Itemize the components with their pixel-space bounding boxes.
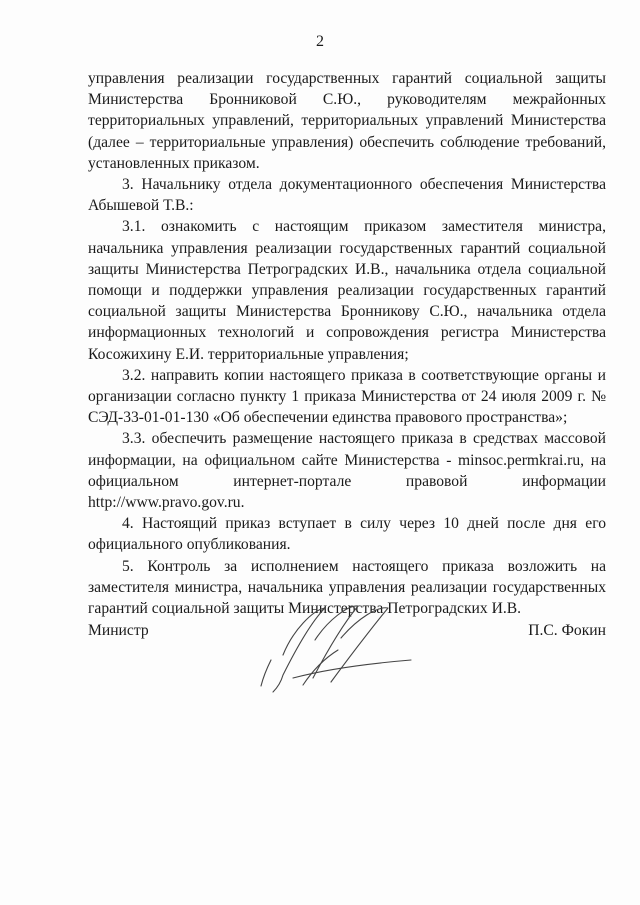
paragraph-item-4: 4. Настоящий приказ вступает в силу через 10 дней после дня его официального опубликования. — [88, 515, 606, 554]
signatory-title: Министр — [88, 622, 149, 639]
paragraph-item-5: 5. Контроль за исполнением настоящего приказа возложить на заместителя министра, начальника управления реализации государственных гарантий социальной защиты Министерства Петроградских И.В. — [88, 557, 606, 618]
paragraph-item-3-1: 3.1. ознакомить с настоящим приказом заместителя министра, начальника управления реализации государственных гарантий социальной защиты Министерства Петроградских И.В., начальника отдела социальной помощи и поддержки управления реализации государственных гарантий социальной защиты Министерства Бронникову С.Ю., начальника отдела информационных технологий и сопровождения регистра Министерства Косожихину Е.И. территориальные управления; — [88, 218, 606, 363]
signature-block — [88, 600, 606, 700]
document-body — [88, 68, 606, 619]
paragraph-item-3-2: 3.2. направить копии настоящего приказа в соответствующие органы и организации согласно пункту 1 приказа Министерства от 24 июля 2009 г. № СЭД-33-01-01-130 «Об обеспечении единства правового пространства»; — [88, 366, 606, 427]
handwritten-signature — [253, 600, 423, 695]
paragraph-continuation: управления реализации государственных гарантий социальной защиты Министерства Бронниковой С.Ю., руководителям межрайонных территориальных управлений, территориальных управлений Министерства (далее – территориальные управления) обеспечить соблюдение требований, установленных приказом. — [88, 70, 606, 172]
signatory-name: П.С. Фокин — [528, 622, 606, 639]
paragraph-item-3: 3. Начальнику отдела документационного обеспечения Министерства Абышевой Т.В.: — [88, 176, 606, 215]
paragraph-item-3-3: 3.3. обеспечить размещение настоящего приказа в средствах массовой информации, на официальном сайте Министерства - minsoc.permkrai.ru, на официальном интернет-портале правовой информации http://www.pravo.gov.ru. — [88, 430, 606, 512]
page-number: 2 — [316, 33, 324, 50]
